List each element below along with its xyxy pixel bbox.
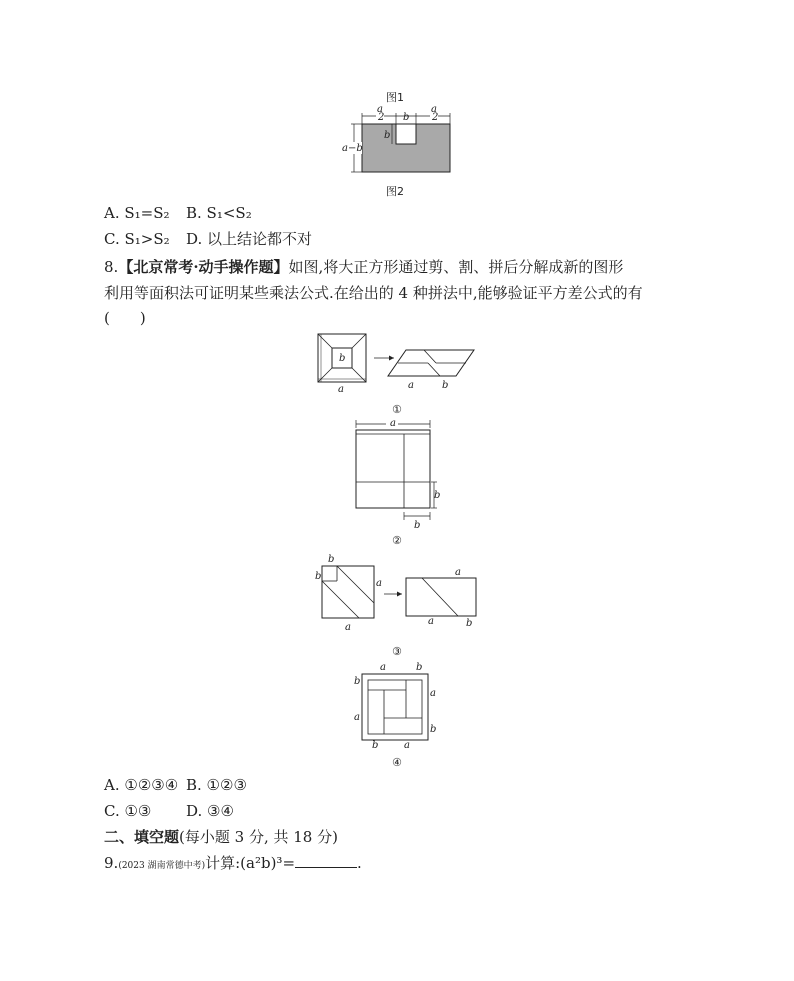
fig-2-label-b-bottom: b xyxy=(414,520,421,531)
q8-stem-line1 xyxy=(104,256,623,278)
fig2-label-a-left: a xyxy=(377,104,383,115)
fig2-label-b-top: b xyxy=(403,112,410,123)
q9-number: 9. xyxy=(104,854,119,872)
fig-2-label-a: a xyxy=(390,418,396,429)
figure-1-diagram xyxy=(310,330,490,396)
fig2-label-2-left: 2 xyxy=(378,112,385,123)
fig-4-label-b-right: b xyxy=(430,724,437,735)
fig-3-label-a-right-top: a xyxy=(455,567,461,578)
q8-source-tag: 【北京常考·动手操作题】 xyxy=(118,258,289,276)
fig-3-label-a-right-bottom: a xyxy=(428,616,434,627)
q8-stem-line2: 利用等面积法可证明某些乘法公式.在给出的 4 种拼法中,能够验证平方差公式的有 xyxy=(104,284,643,302)
fig-4-label-b-left: b xyxy=(354,676,361,687)
fig-1-label-a-right: a xyxy=(408,380,414,391)
figure-2-diagram xyxy=(348,414,448,532)
figure-3-caption: ③ xyxy=(392,645,402,658)
fig-1-label-b-right: b xyxy=(442,380,449,391)
fig-1-label-a: a xyxy=(338,384,344,395)
fig-3-label-b-left: b xyxy=(315,571,322,582)
figure-4-caption: ④ xyxy=(392,756,402,769)
q7-option-c: C. S₁>S₂ xyxy=(104,230,170,248)
section2-title: 二、填空题 xyxy=(104,828,180,846)
figure2-diagram xyxy=(338,104,458,176)
q8-answer-paren: ( ) xyxy=(104,309,146,327)
fig-4-label-a-left: a xyxy=(354,712,360,723)
figure-2-caption: ② xyxy=(392,534,402,547)
fig-3-label-b-top: b xyxy=(328,554,335,565)
q8-number: 8. xyxy=(104,258,119,276)
q7-option-a: A. S₁=S₂ xyxy=(104,204,170,222)
section2-header xyxy=(104,826,338,848)
section2-note: (每小题 3 分, 共 18 分) xyxy=(179,828,338,846)
figure-3-diagram xyxy=(310,552,490,634)
figure2-caption: 图2 xyxy=(386,185,404,198)
fig-4-label-b-top: b xyxy=(416,662,423,673)
q9-source: (2023 湖南常德中考) xyxy=(118,861,206,871)
fig-4-label-a-right: a xyxy=(430,688,436,699)
figure1-caption: 图1 xyxy=(386,91,404,104)
fig-2-label-b-side: b xyxy=(434,490,441,501)
fig2-label-b-side: b xyxy=(384,130,391,141)
fig-3-label-a-side: a xyxy=(376,578,382,589)
fig-3-label-a-bottom: a xyxy=(345,622,351,633)
fig2-label-a-right: a xyxy=(431,104,437,115)
fig2-label-a-minus-b: a−b xyxy=(342,143,363,154)
figure-1-caption: ① xyxy=(392,403,402,416)
q7-option-d: D. 以上结论都不对 xyxy=(186,230,313,248)
q9-line xyxy=(104,852,362,877)
fig-4-label-a-top: a xyxy=(380,662,386,673)
figure-4-diagram xyxy=(350,660,446,752)
q8-option-b: B. ①②③ xyxy=(186,776,247,794)
q9-text: 计算:(a²b)³= xyxy=(205,854,296,872)
fig-4-label-a-bottom: a xyxy=(404,740,410,751)
fig-1-label-b: b xyxy=(339,353,346,364)
q8-option-c: C. ①③ xyxy=(104,802,152,820)
q9-answer-blank[interactable] xyxy=(295,853,357,868)
q8-option-a: A. ①②③④ xyxy=(104,776,179,794)
q8-option-d: D. ③④ xyxy=(186,802,234,820)
q8-text-line1: 如图,将大正方形通过剪、割、拼后分解成新的图形 xyxy=(288,258,624,276)
fig2-label-2-right: 2 xyxy=(432,112,439,123)
fig-3-label-b-right: b xyxy=(466,618,473,629)
fig-4-label-b-bottom: b xyxy=(372,740,379,751)
q7-option-b: B. S₁<S₂ xyxy=(186,204,252,222)
q9-end: . xyxy=(357,854,362,872)
